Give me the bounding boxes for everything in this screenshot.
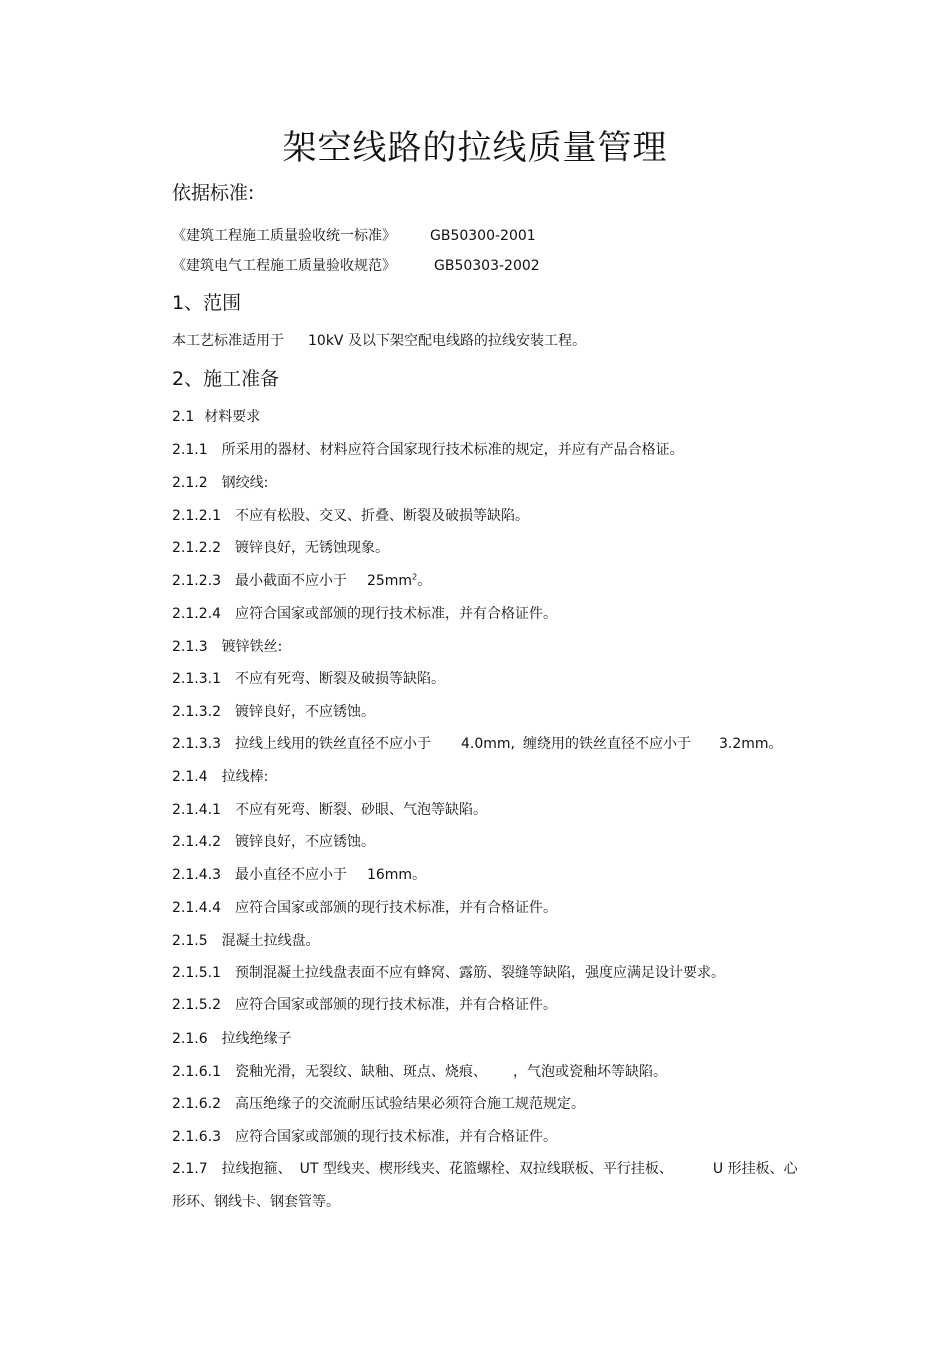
clause-number: 2.1.2.4 bbox=[172, 606, 221, 622]
clause-item bbox=[172, 1126, 557, 1146]
clause-number: 2.1.4 bbox=[172, 769, 208, 785]
document-title: 架空线路的拉线质量管理 bbox=[282, 128, 668, 168]
clause-text: 不应有死弯、断裂及破损等缺陷。 bbox=[234, 671, 445, 687]
clause-item bbox=[172, 636, 282, 656]
clause-number: 2.1.3 bbox=[172, 639, 208, 655]
clause-value: 3.2mm。 bbox=[718, 736, 783, 752]
section-heading-scope: 1、范围 bbox=[172, 292, 242, 314]
clause-value: 16mm。 bbox=[366, 867, 427, 883]
clause-item bbox=[172, 603, 557, 623]
clause-item bbox=[172, 537, 389, 557]
scope-text: 本工艺标准适用于 10kV 及以下架空配电线路的拉线安装工程。 bbox=[172, 333, 586, 349]
clause-item bbox=[172, 1028, 292, 1048]
clause-item bbox=[172, 962, 725, 982]
clause-item bbox=[172, 930, 320, 950]
clause-item bbox=[172, 472, 268, 492]
clause-item bbox=[172, 831, 375, 851]
clause-item bbox=[172, 1158, 798, 1178]
standard-name: 《建筑工程施工质量验收统一标准》 bbox=[172, 228, 396, 244]
basis-heading: 依据标准: bbox=[172, 182, 255, 204]
clause-text: 拉线抱箍、 bbox=[221, 1161, 292, 1177]
clause-number: 2.1.5.2 bbox=[172, 997, 221, 1013]
clause-number: 2.1.1 bbox=[172, 442, 208, 458]
clause-item bbox=[172, 897, 557, 917]
clause-continuation: 形环、钢线卡、钢套管等。 bbox=[172, 1194, 340, 1210]
clause-number: 2.1.5.1 bbox=[172, 965, 221, 981]
clause-text: 拉线绝缘子 bbox=[221, 1031, 292, 1047]
clause-number: 2.1.3.1 bbox=[172, 671, 221, 687]
superscript: 2 bbox=[412, 572, 418, 582]
clause-item bbox=[172, 406, 260, 426]
clause-item bbox=[172, 733, 783, 753]
clause-number: 2.1.2.2 bbox=[172, 540, 221, 556]
clause-number: 2.1.5 bbox=[172, 933, 208, 949]
clause-text: 混凝土拉线盘。 bbox=[221, 933, 320, 949]
clause-number: 2.1.6.1 bbox=[172, 1064, 221, 1080]
clause-text: 预制混凝土拉线盘表面不应有蜂窝、露筋、裂缝等缺陷，强度应满足设计要求。 bbox=[234, 965, 725, 981]
clause-item bbox=[172, 1093, 585, 1113]
clause-text: 不应有死弯、断裂、砂眼、气泡等缺陷。 bbox=[234, 802, 487, 818]
clause-number: 2.1.2.3 bbox=[172, 573, 221, 589]
standard-code: GB50300-2001 bbox=[430, 228, 536, 244]
clause-text: 高压绝缘子的交流耐压试验结果必须符合施工规范规定。 bbox=[234, 1096, 585, 1112]
clause-number: 2.1.4.1 bbox=[172, 802, 221, 818]
clause-text: ，气泡或瓷釉坏等缺陷。 bbox=[512, 1064, 667, 1080]
clause-item bbox=[172, 799, 487, 819]
clause-item bbox=[172, 505, 529, 525]
clause-number: 2.1.3.3 bbox=[172, 736, 221, 752]
clause-text: 不应有松股、交叉、折叠、断裂及破损等缺陷。 bbox=[234, 508, 529, 524]
clause-text: 瓷釉光滑，无裂纹、缺釉、斑点、烧痕、 bbox=[234, 1064, 487, 1080]
clause-number: 2.1.2.1 bbox=[172, 508, 221, 524]
clause-number: 2.1.7 bbox=[172, 1161, 208, 1177]
clause-text: 镀锌铁丝: bbox=[221, 639, 283, 655]
clause-number: 2.1.4.4 bbox=[172, 900, 221, 916]
clause-text: 应符合国家或部颁的现行技术标准，并有合格证件。 bbox=[234, 1129, 557, 1145]
standard-item bbox=[172, 225, 536, 245]
clause-number: 2.1.4.3 bbox=[172, 867, 221, 883]
clause-number: 2.1.6 bbox=[172, 1031, 208, 1047]
clause-text: 最小截面不应小于 bbox=[234, 573, 347, 589]
clause-item bbox=[172, 1061, 667, 1081]
clause-item bbox=[172, 766, 268, 786]
clause-item bbox=[172, 701, 375, 721]
clause-number: 2.1.3.2 bbox=[172, 704, 221, 720]
clause-text: 镀锌良好，无锈蚀现象。 bbox=[234, 540, 389, 556]
clause-number: 2.1.6.2 bbox=[172, 1096, 221, 1112]
clause-text: 应符合国家或部颁的现行技术标准，并有合格证件。 bbox=[234, 997, 557, 1013]
clause-text: 所采用的器材、材料应符合国家现行技术标准的规定，并应有产品合格证。 bbox=[221, 442, 684, 458]
clause-text: 镀锌良好，不应锈蚀。 bbox=[234, 704, 375, 720]
clause-text: U 形挂板、心 bbox=[712, 1161, 798, 1177]
clause-item bbox=[172, 864, 426, 884]
clause-text: 最小直径不应小于 bbox=[234, 867, 347, 883]
clause-text: 镀锌良好，不应锈蚀。 bbox=[234, 834, 375, 850]
clause-value: 4.0mm, bbox=[460, 736, 515, 752]
clause-value: 25mm bbox=[366, 573, 413, 589]
clause-number: 2.1.6.3 bbox=[172, 1129, 221, 1145]
clause-text: 拉线上线用的铁丝直径不应小于 bbox=[234, 736, 431, 752]
standard-code: GB50303-2002 bbox=[434, 258, 540, 274]
clause-text: 材料要求 bbox=[204, 409, 261, 425]
clause-text: UT 型线夹、楔形线夹、花篮螺栓、双拉线联板、平行挂板、 bbox=[299, 1161, 673, 1177]
clause-text: 应符合国家或部颁的现行技术标准，并有合格证件。 bbox=[234, 900, 557, 916]
clause-text: 拉线棒: bbox=[221, 769, 269, 785]
clause-number: 2.1.2 bbox=[172, 475, 208, 491]
clause-item bbox=[172, 439, 684, 459]
clause-text: 应符合国家或部颁的现行技术标准，并有合格证件。 bbox=[234, 606, 557, 622]
clause-text: 钢绞线: bbox=[221, 475, 269, 491]
standard-item bbox=[172, 255, 540, 275]
clause-text: 缠绕用的铁丝直径不应小于 bbox=[522, 736, 691, 752]
clause-number: 2.1 bbox=[172, 409, 195, 425]
clause-item bbox=[172, 668, 445, 688]
clause-number: 2.1.4.2 bbox=[172, 834, 221, 850]
clause-item: 2.1.2.3 最小截面不应小于 $25mm^2$。 bbox=[172, 572, 432, 589]
clause-item bbox=[172, 994, 557, 1014]
standard-name: 《建筑电气工程施工质量验收规范》 bbox=[172, 258, 396, 274]
section-heading-prep: 2、施工准备 bbox=[172, 368, 280, 390]
